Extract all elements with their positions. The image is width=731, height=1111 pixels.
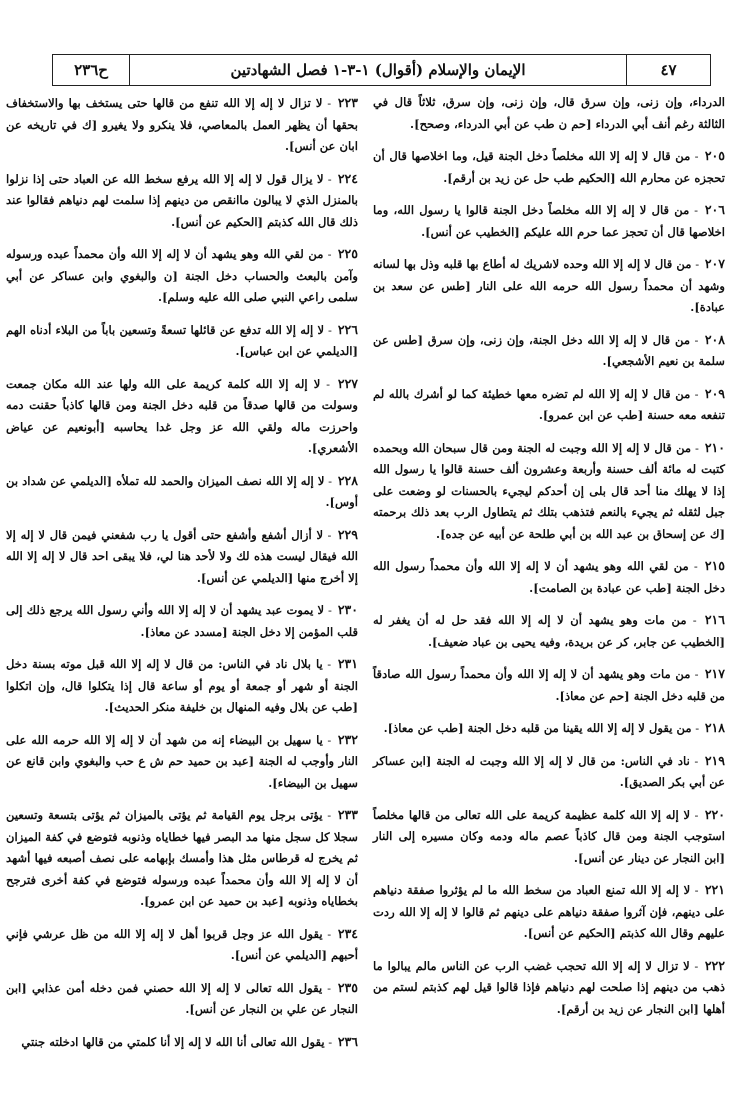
hadith-text: من قال لا إله إلا الله لم تضره معها خطيئة كما لو أشرك بالله لم تنفعه معه حسنة [طب عن ابن عمرو]. <box>373 386 725 422</box>
hadith-text: من قال لا إله إلا الله مخلصاً دخل الجنة قالوا يا رسول الله، وما اخلاصها قال أن تحجز عما حرم الله عليكم [الخطيب عن أنس]. <box>373 203 725 239</box>
hadith-number: ٢١٧ <box>704 666 725 681</box>
hadith-number: ٢١٠ <box>704 439 725 455</box>
running-title: الإيمان والإسلام (أقوال) ١-٣-١ فصل الشهادتين <box>129 55 626 85</box>
hadith-text: من لقي الله وهو يشهد أن لا إله إلا الله وأن محمداً رسول الله دخل الجنة [طب عن عبادة بن الصامت]. <box>373 559 725 595</box>
hadith-text: لا أزال أشفع وأشفع حتى أقول يا رب شفعني فيمن قال لا إله إلا الله فيقال ليست هذه لك ولا لأحد هنا لي، فلا يبقى احد قال لا إله إلا الله إلا أخرج منها [الديلمي عن أنس]. <box>6 527 358 585</box>
hadith-text: لا إله إلا الله تدفع عن قائلها تسعةً وتسعين باباً من البلاء أدناه الهم [الديلمي عن ابن عباس]. <box>6 322 358 358</box>
hadith-number: ٢٣٤ <box>337 925 359 941</box>
hadith-number: ٢٣٦ <box>337 1033 358 1049</box>
hadith-entry: ٢٠٦ - من قال لا إله إلا الله مخلصاً دخل الجنة قالوا يا رسول الله، وما اخلاصها قال أن تحجز عما حرم الله عليكم [الخطيب عن أنس]. <box>373 202 725 239</box>
hadith-number: ٢٢١ <box>704 882 725 897</box>
hadith-entry: ٢٣١ - يا بلال ناد في الناس: من قال لا إله إلا الله قبل موته بسنة دخل الجنة أو شهر أو جمعة أو يوم أو ساعة قال إذا يتكلوا قال، وإن اتكلوا [طب عن بلال وفيه المنهال بن خليفة منكر الحديث]. <box>6 656 358 714</box>
hadith-number: ٢٢٣ <box>337 95 358 110</box>
hadith-number: ٢٠٨ <box>704 331 725 347</box>
hadith-range: ح٢٣٦ <box>74 61 108 79</box>
page-number: ٤٧ <box>626 55 710 85</box>
hadith-entry: ٢٢١ - لا إله إلا الله تمنع العباد من سخط الله ما لم يؤثروا صفقة دنياهم على دينهم، فإن آثروا صفقة دنياهم على دينهم ثم قالوا لا إله إلا الله ردت عليهم وقال الله كذبتم [الحكيم عن أنس]. <box>373 882 725 940</box>
hadith-entry: ٢١٩ - ناد في الناس: من قال لا إله إلا الله وجبت له الجنة [ابن عساكر عن أبي بكر الصديق]. <box>373 752 725 789</box>
hadith-number: ٢٢٩ <box>337 526 358 542</box>
hadith-number: ٢١٨ <box>704 720 725 735</box>
hadith-text: لا تزال لا إله إلا الله تنفع من قالها حتى يستخف بها والاستخفاف بحقها أن يظهر العمل بالمعاصي، فلا ينكرو ولا يغيرو [ك في تاريخه عن ابان عن أنس]. <box>6 96 358 153</box>
hadith-text: لا إله إلا الله نصف الميزان والحمد لله تملأه [الديلمي عن شداد بن أوس]. <box>6 473 358 509</box>
hadith-entry: ٢٢٣ - لا تزال لا إله إلا الله تنفع من قالها حتى يستخف بها والاستخفاف بحقها أن يظهر العمل بالمعاصي، فلا ينكرو ولا يغيرو [ك في تاريخه عن ابان عن أنس]. <box>6 95 358 153</box>
hadith-entry: ٢٢٠ - لا إله إلا الله كلمة عظيمة كريمة على الله تعالى من قالها مخلصاً استوجب الجنة ومن قال كاذباً عصم ماله ودمه وكان مسيره إلى النار [ابن النجار عن دينار عن أنس]. <box>373 806 725 865</box>
left-column <box>6 92 358 1104</box>
hadith-number: ٢٢٠ <box>704 806 725 822</box>
hadith-entry: ٢٣٥ - يقول الله تعالى لا إله إلا الله حصني فمن دخله أمن عذابي [ابن النجار عن علي بن النجار عن أنس]. <box>6 979 358 1016</box>
hadith-text: لا إله إلا الله تمنع العباد من سخط الله ما لم يؤثروا صفقة دنياهم على دينهم، فإن آثروا صفقة دنياهم على دينهم ثم قالوا لا إله إلا الله ردت عليهم وقال الله كذبتم [الحكيم عن أنس]. <box>373 883 725 940</box>
hadith-number: ٢٣٠ <box>337 602 358 617</box>
hadith-entry: ٢١٠ - من قال لا إله إلا الله وجبت له الجنة ومن قال سبحان الله وبحمده كتبت له مائة ألف حسنة وأربعة وعشرون ألف حسنة قالوا يا رسول الله إذا لا يهلك منا أحد قال بلى إن أحدكم ليجيء بالحسنات لو وضعت على جبل لثقله ثم يجيء بالنعم فتذهب بتلك ثم يتطاول الرب بعد ذلك برحمته [ك عن إسحاق بن عبد الله بن أبي طلحة عن أبيه عن جده]. <box>373 439 725 541</box>
hadith-text: من قال لا إله إلا الله وحده لاشريك له أطاع بها قلبه وذل بها لسانه وشهد أن محمداً رسول الله حرمه الله على النار [طس عن سعد بن عبادة]. <box>373 257 725 314</box>
hadith-entry: ٢٠٥ - من قال لا إله إلا الله مخلصاً دخل الجنة قيل، وما اخلاصها قال أن تحجزه عن محارم الله [الحكيم طب حل عن زيد بن أرقم]. <box>373 148 725 185</box>
hadith-text: من مات وهو يشهد أن لا إله إلا الله فقد حل له أن يغفر له [الخطيب عن جابر، كر عن بريدة، وفيه يحيى بن عباد ضعيف]. <box>373 613 725 649</box>
hadith-text: من قال لا إله إلا الله دخل الجنة، وإن زنى، وإن سرق [طس عن سلمة بن نعيم الأشجعي]. <box>373 332 725 368</box>
hadith-entry: ٢٣٦ - يقول الله تعالى أنا الله لا إله إلا أنا كلمتي من قالها ادخلته جنتي <box>21 1033 358 1049</box>
hadith-text: من مات وهو يشهد أن لا إله إلا الله وأن محمداً رسول الله صادقاً من قلبه دخل الجنة [حم عن معاذ]. <box>373 667 725 703</box>
page-body <box>6 92 725 1104</box>
hadith-text: من يقول لا إله إلا الله يقينا من قلبه دخل الجنة [طب عن معاذ]. <box>383 721 692 735</box>
hadith-entry: ٢٠٩ - من قال لا إله إلا الله لم تضره معها خطيئة كما لو أشرك بالله لم تنفعه معه حسنة [طب عن ابن عمرو]. <box>373 385 726 422</box>
hadith-text: لا إله إلا الله كلمة عظيمة كريمة على الله تعالى من قالها مخلصاً استوجب الجنة ومن قال كاذباً عصم ماله ودمه وكان مسيره إلى النار [ابن النجار عن دينار عن أنس]. <box>373 807 725 865</box>
hadith-entry: ٢١٨ - من يقول لا إله إلا الله يقينا من قلبه دخل الجنة [طب عن معاذ]. <box>383 720 725 735</box>
hadith-text: لا تزال لا إله إلا الله تحجب غضب الرب عن الناس مالم يبالوا ما ذهب من دينهم إذا صلحت لهم دنياهم فإذا قالوا قيل لهم كذبتم لستم من أهلها [ابن النجار عن زيد بن أرقم]. <box>373 958 725 1016</box>
hadith-text: يؤتى برجل يوم القيامة ثم يؤتى بالميزان ثم يؤتى بتسعة وتسعين سجلا كل سجل منها مد البصر فيها خطاياه وذنوبه فتوضع في كفة الميزان ثم يخرج له قرطاس مثل هذا وأمسك بإبهامه على نصف أصبعه فيها أشهد أن لا إله إلا الله وأن محمداً عبده ورسوله فتوضع في كفة أخرى فترجح بخطاياه وذنوبه [عبد بن حميد عن ابن عمرو]. <box>6 808 358 908</box>
hadith-number: ٢٠٧ <box>704 256 725 271</box>
hadith-entry: ٢٢٥ - من لقي الله وهو يشهد أن لا إله إلا الله وأن محمداً عبده ورسوله وآمن بالبعث والحساب دخل الجنة [ن والبغوي وابن عساكر عن أبي سلمى راعي النبي صلى الله عليه وسلم]. <box>6 246 358 304</box>
hadith-number: ٢١٩ <box>704 752 725 768</box>
hadith-number: ٢٢٢ <box>704 957 725 973</box>
hadith-entry: ٢٠٨ - من قال لا إله إلا الله دخل الجنة، وإن زنى، وإن سرق [طس عن سلمة بن نعيم الأشجعي]. <box>373 331 725 368</box>
hadith-entry: ٢٠٧ - من قال لا إله إلا الله وحده لاشريك له أطاع بها قلبه وذل بها لسانه وشهد أن محمداً رسول الله حرمه الله على النار [طس عن سعد بن عبادة]. <box>373 256 725 314</box>
hadith-entry: ٢٣٤ - يقول الله عز وجل قربوا أهل لا إله إلا الله من ظل عرشي فإني أحبهم [الديلمي عن أنس]. <box>6 925 359 962</box>
hadith-text: من قال لا إله إلا الله مخلصاً دخل الجنة قيل، وما اخلاصها قال أن تحجزه عن محارم الله [الحكيم طب حل عن زيد بن أرقم]. <box>373 149 725 185</box>
hadith-number: ٢٠٩ <box>704 385 726 401</box>
hadith-text: الدرداء، وإن زنى، وإن سرق قال، وإن زنى، وإن سرق، ثلاثاً قال في الثالثة رغم أنف أبي الدرداء [حم ن طب عن أبي الدرداء، وصحح]. <box>373 95 725 131</box>
hadith-text: لا يموت عبد يشهد أن لا إله إلا الله وأني رسول الله يرجع ذلك إلى قلب المؤمن إلا دخل الجنة [مسدد عن معاذ]. <box>6 603 358 639</box>
hadith-number: ٢٢٧ <box>337 375 359 391</box>
hadith-text: يقول الله تعالى لا إله إلا الله حصني فمن دخله أمن عذابي [ابن النجار عن علي بن النجار عن أنس]. <box>6 980 358 1016</box>
hadith-text: لا يزال قول لا إله إلا الله يرفع سخط الله عن العباد حتى إذا نزلوا بالمنزل الذي لا يبالون ماانقص من دينهم إذا سلمت لهم دنياهم فقالوا عند ذلك قال الله كذبتم [الحكيم عن أنس]. <box>6 171 358 229</box>
hadith-number: ٢٠٦ <box>704 202 725 217</box>
page-header <box>52 54 711 86</box>
hadith-text: لا إله إلا الله كلمة كريمة على الله ولها عند الله مكان جمعت وسولت من قالها صدقاً من قلبه دخل الجنة ومن قالها كاذباً حقنت دمه واحرزت ماله ولقي الله عز وجل غدا يحاسبه [أبونعيم عن عياض الأشعري]. <box>6 376 358 455</box>
hadith-number: ٢٢٨ <box>337 472 358 488</box>
hadith-number: ٢٣٢ <box>337 731 358 747</box>
hadith-text: يا سهيل بن البيضاء إنه من شهد أن لا إله إلا الله حرمه الله على النار وأوجب له الجنة [عبد بن حميد حم ش ع حب والبغوي وابن قانع عن سهيل بن البيضاء]. <box>6 732 358 790</box>
hadith-number: ٢٢٤ <box>337 170 358 186</box>
hadith-text: من لقي الله وهو يشهد أن لا إله إلا الله وأن محمداً عبده ورسوله وآمن بالبعث والحساب دخل الجنة [ن والبغوي وابن عساكر عن أبي سلمى راعي النبي صلى الله عليه وسلم]. <box>6 247 358 304</box>
hadith-entry: ٢٣٠ - لا يموت عبد يشهد أن لا إله إلا الله وأني رسول الله يرجع ذلك إلى قلب المؤمن إلا دخل الجنة [مسدد عن معاذ]. <box>6 602 358 639</box>
hadith-number: ٢٣٣ <box>337 807 358 822</box>
hadith-number: ٢٠٥ <box>704 148 725 163</box>
hadith-text: ناد في الناس: من قال لا إله إلا الله وجبت له الجنة [ابن عساكر عن أبي بكر الصديق]. <box>373 753 725 789</box>
hadith-entry: ٢٢٤ - لا يزال قول لا إله إلا الله يرفع سخط الله عن العباد حتى إذا نزلوا بالمنزل الذي لا يبالون ماانقص من دينهم إذا سلمت لهم دنياهم فقالوا عند ذلك قال الله كذبتم [الحكيم عن أنس]. <box>6 170 358 229</box>
hadith-entry: ٢١٦ - من مات وهو يشهد أن لا إله إلا الله فقد حل له أن يغفر له [الخطيب عن جابر، كر عن بريدة، وفيه يحيى بن عباد ضعيف]. <box>373 612 725 649</box>
hadith-entry: ٢٢٢ - لا تزال لا إله إلا الله تحجب غضب الرب عن الناس مالم يبالوا ما ذهب من دينهم إذا صلحت لهم دنياهم فإذا قالوا قيل لهم كذبتم لستم من أهلها [ابن النجار عن زيد بن أرقم]. <box>373 957 725 1016</box>
hadith-text: من قال لا إله إلا الله وجبت له الجنة ومن قال سبحان الله وبحمده كتبت له مائة ألف حسنة وأربعة وعشرون ألف حسنة قالوا يا رسول الله إذا لا يهلك منا أحد قال بلى إن أحدكم ليجيء بالحسنات لو وضعت على جبل لثقله ثم يجيء بالنعم فتذهب بتلك ثم يتطاول الرب بعد ذلك برحمته [ك عن إسحاق بن عبد الله بن أبي طلحة عن أبيه عن جده]. <box>373 440 725 541</box>
hadith-entry: ٢٢٩ - لا أزال أشفع وأشفع حتى أقول يا رب شفعني فيمن قال لا إله إلا الله فيقال ليست هذه لك ولا لأحد هنا لي، فلا يبقى احد قال لا إله إلا الله إلا أخرج منها [الديلمي عن أنس]. <box>6 526 358 585</box>
hadith-number: ٢١٦ <box>704 612 725 627</box>
hadith-entry: ٢٢٧ - لا إله إلا الله كلمة كريمة على الله ولها عند الله مكان جمعت وسولت من قالها صدقاً من قلبه دخل الجنة ومن قالها كاذباً حقنت دمه واحرزت ماله ولقي الله عز وجل غدا يحاسبه [أبونعيم عن عياض الأشعري]. <box>6 375 359 455</box>
hadith-number: ٢٢٥ <box>337 246 358 261</box>
hadith-entry: ٢١٥ - من لقي الله وهو يشهد أن لا إله إلا الله وأن محمداً رسول الله دخل الجنة [طب عن عبادة بن الصامت]. <box>373 558 726 595</box>
hadith-text: يا بلال ناد في الناس: من قال لا إله إلا الله قبل موته بسنة دخل الجنة أو شهر أو جمعة أو يوم أو ساعة قال إذا يتكلوا قال، وإن اتكلوا [طب عن بلال وفيه المنهال بن خليفة منكر الحديث]. <box>6 657 358 714</box>
hadith-entry: ٢٢٦ - لا إله إلا الله تدفع عن قائلها تسعةً وتسعين باباً من البلاء أدناه الهم [الديلمي عن ابن عباس]. <box>6 321 358 358</box>
hadith-entry: ٢١٧ - من مات وهو يشهد أن لا إله إلا الله وأن محمداً رسول الله صادقاً من قلبه دخل الجنة [حم عن معاذ]. <box>373 666 725 703</box>
hadith-entry: ٢٣٢ - يا سهيل بن البيضاء إنه من شهد أن لا إله إلا الله حرمه الله على النار وأوجب له الجنة [عبد بن حميد حم ش ع حب والبغوي وابن قانع عن سهيل بن البيضاء]. <box>6 731 358 790</box>
hadith-number: ٢٢٦ <box>337 321 358 337</box>
hadith-entry <box>373 92 725 135</box>
right-column <box>373 92 725 1104</box>
hadith-number: ٢١٥ <box>704 558 726 573</box>
hadith-text: يقول الله عز وجل قربوا أهل لا إله إلا الله من ظل عرشي فإني أحبهم [الديلمي عن أنس]. <box>6 926 358 962</box>
hadith-entry: ٢٢٨ - لا إله إلا الله نصف الميزان والحمد لله تملأه [الديلمي عن شداد بن أوس]. <box>6 472 358 509</box>
hadith-entry: ٢٣٣ - يؤتى برجل يوم القيامة ثم يؤتى بالميزان ثم يؤتى بتسعة وتسعين سجلا كل سجل منها مد البصر فيها خطاياه وذنوبه فتوضع في كفة الميزان ثم يخرج له قرطاس مثل هذا وأمسك بإبهامه على نصف أصبعه فيها أشهد أن لا إله إلا الله وأن محمداً عبده ورسوله فتوضع في كفة أخرى فترجح بخطاياه وذنوبه [عبد بن حميد عن ابن عمرو]. <box>6 807 358 908</box>
hadith-text: يقول الله تعالى أنا الله لا إله إلا أنا كلمتي من قالها ادخلته جنتي <box>21 1034 325 1049</box>
hadith-number: ٢٣٥ <box>337 979 358 995</box>
hadith-number: ٢٣١ <box>337 656 358 671</box>
